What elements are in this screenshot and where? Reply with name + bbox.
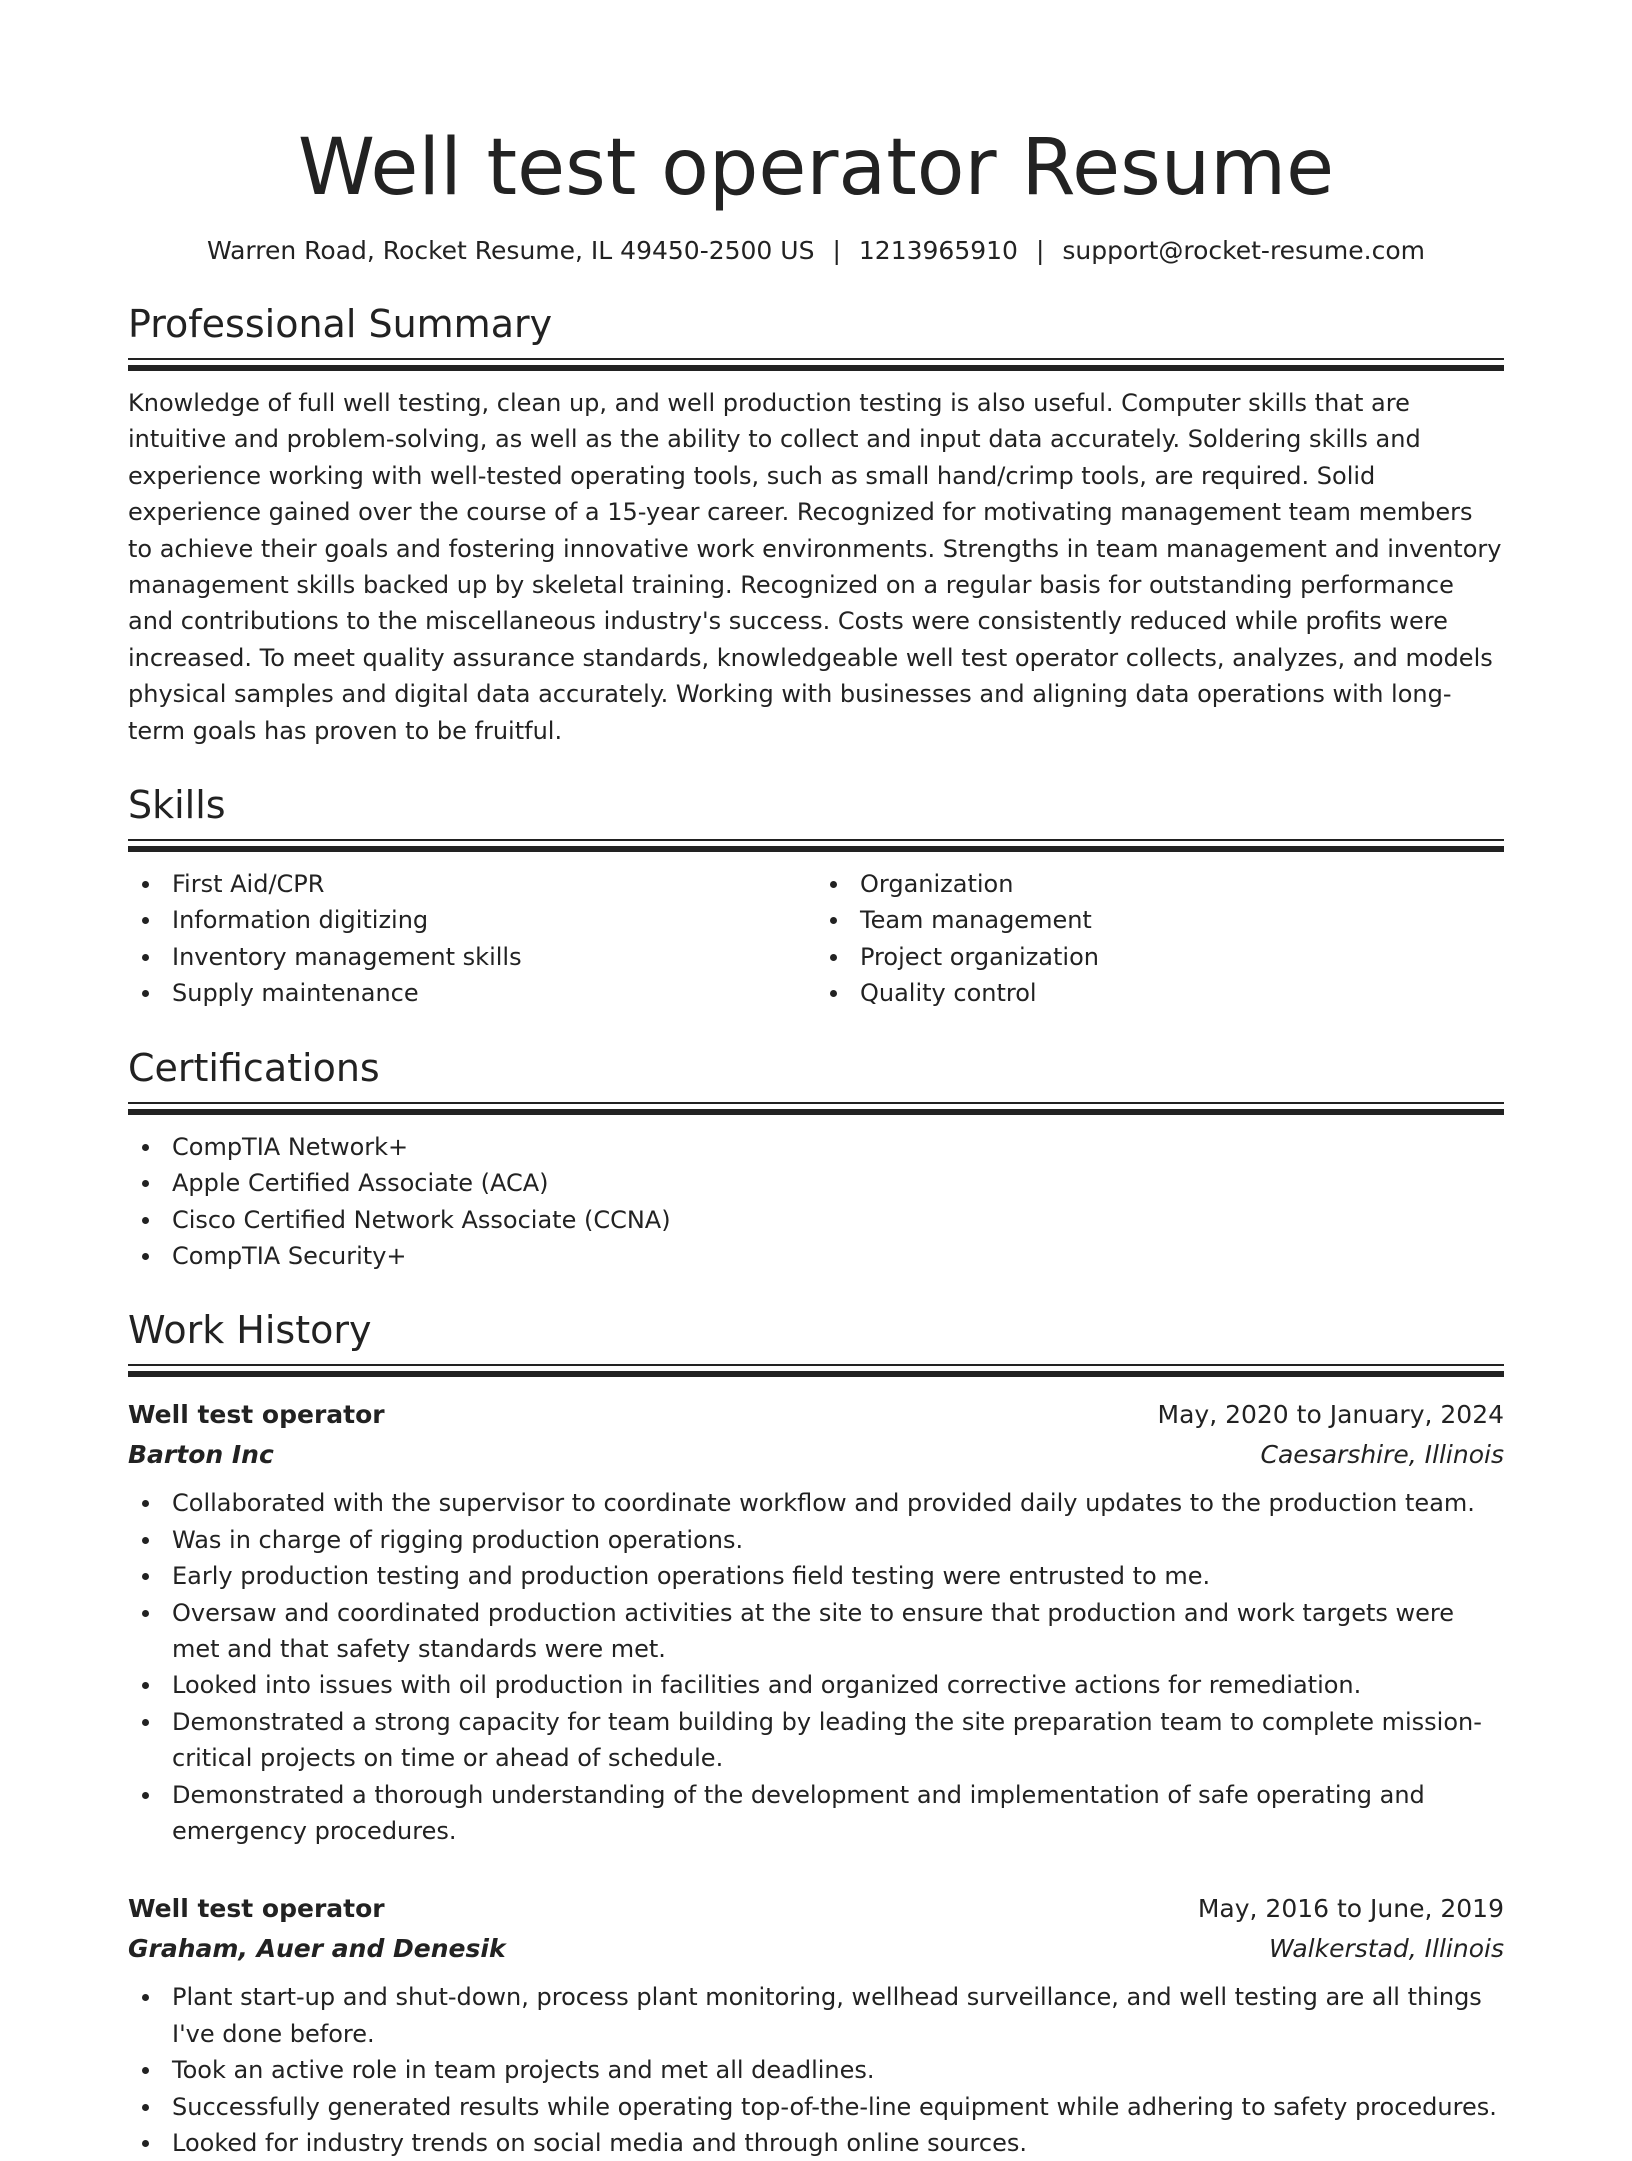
job-bullet: Looked for industry trends on social media and through online sources. xyxy=(128,2125,1504,2161)
skill-item: Information digitizing xyxy=(128,902,816,938)
skills-list xyxy=(128,866,1504,1012)
certification-item: CompTIA Security+ xyxy=(128,1238,1504,1274)
summary-text: Knowledge of full well testing, clean up, and well production testing is also useful. Computer skills that are intuitive and problem-solving, as well as the ability to collect and input data accurately. Soldering skills and experience working with well-tested operating tools, such as small hand/crimp tools, are required. Solid experience gained over the course of a 15-year career. Recognized for motivating management team members to achieve their goals and fostering innovative work environments. Strengths in team management and inventory management skills backed up by skeletal training. Recognized on a regular basis for outstanding performance and contributions to the miscellaneous industry's success. Costs were consistently reduced while profits were increased. To meet quality assurance standards, knowledgeable well test operator collects, analyzes, and models physical samples and digital data accurately. Working with businesses and aligning data operations with long-term goals has proven to be fruitful. xyxy=(128,389,1502,745)
job-dates: May, 2020 to January, 2024 xyxy=(1157,1400,1504,1430)
contact-address: Warren Road, Rocket Resume, IL 49450-2500 US xyxy=(206,236,815,265)
contact-separator: | xyxy=(832,236,841,265)
section-divider xyxy=(128,1102,1504,1115)
skill-item: Supply maintenance xyxy=(128,975,816,1011)
skill-item: Organization xyxy=(816,866,1504,902)
section-heading-skills: Skills xyxy=(128,783,226,828)
skill-item: Project organization xyxy=(816,939,1504,975)
certifications-list xyxy=(128,1129,1504,1275)
section-heading-work-history: Work History xyxy=(128,1308,372,1353)
section-divider xyxy=(128,1364,1504,1377)
job-bullet: Was in charge of rigging production operations. xyxy=(128,1522,1504,1558)
skill-item: Team management xyxy=(816,902,1504,938)
skill-item: First Aid/CPR xyxy=(128,866,816,902)
job-location: Caesarshire, Illinois xyxy=(1260,1440,1504,1470)
job-bullet: Demonstrated a strong capacity for team building by leading the site preparation team to complete mission-critical projects on time or ahead of schedule. xyxy=(128,1704,1504,1777)
job-bullet: Successfully generated results while operating top-of-the-line equipment while adhering to safety procedures. xyxy=(128,2089,1504,2125)
job-company: Graham, Auer and Denesik xyxy=(128,1934,506,1964)
job-company: Barton Inc xyxy=(128,1440,274,1470)
contact-separator: | xyxy=(1035,236,1045,265)
skill-item: Quality control xyxy=(816,975,1504,1011)
job-entry xyxy=(128,1395,1504,1849)
job-title: Well test operator xyxy=(128,1894,385,1924)
job-title-row xyxy=(128,1889,1504,1929)
resume-title: Well test operator Resume xyxy=(297,123,1335,213)
job-dates: May, 2016 to June, 2019 xyxy=(1197,1894,1504,1924)
job-bullet: Collaborated with the supervisor to coordinate workflow and provided daily updates to the production team. xyxy=(128,1485,1504,1521)
contact-email: support@rocket-resume.com xyxy=(1062,236,1426,265)
job-company-row xyxy=(128,1929,1504,1969)
skills-column-right xyxy=(816,866,1504,1012)
job-bullet: Demonstrated a thorough understanding of the development and implementation of safe operating and emergency procedures. xyxy=(128,1777,1504,1850)
job-bullets xyxy=(128,1979,1504,2161)
job-company-row xyxy=(128,1435,1504,1475)
job-title-row xyxy=(128,1395,1504,1435)
job-bullet: Looked into issues with oil production in facilities and organized corrective actions for remediation. xyxy=(128,1667,1504,1703)
skill-item: Inventory management skills xyxy=(128,939,816,975)
certification-item: CompTIA Network+ xyxy=(128,1129,1504,1165)
job-bullet: Early production testing and production operations field testing were entrusted to me. xyxy=(128,1558,1504,1594)
job-bullet: Plant start-up and shut-down, process plant monitoring, wellhead surveillance, and well testing are all things I've done before. xyxy=(128,1979,1504,2052)
job-bullets xyxy=(128,1485,1504,1849)
certification-item: Apple Certified Associate (ACA) xyxy=(128,1165,1504,1201)
job-location: Walkerstad, Illinois xyxy=(1269,1934,1504,1964)
job-bullet: Oversaw and coordinated production activities at the site to ensure that production and work targets were met and that safety standards were met. xyxy=(128,1595,1504,1668)
section-heading-summary: Professional Summary xyxy=(128,302,553,346)
contact-phone: 1213965910 xyxy=(858,236,1018,265)
section-divider xyxy=(128,839,1504,852)
section-heading-certifications: Certifications xyxy=(128,1045,380,1090)
skills-column-left xyxy=(128,866,816,1012)
certification-item: Cisco Certified Network Associate (CCNA) xyxy=(128,1202,1504,1238)
job-bullet: Took an active role in team projects and met all deadlines. xyxy=(128,2052,1504,2088)
contact-line xyxy=(128,234,1504,268)
job-entry xyxy=(128,1889,1504,2161)
job-title: Well test operator xyxy=(128,1400,385,1430)
section-divider xyxy=(128,358,1504,371)
